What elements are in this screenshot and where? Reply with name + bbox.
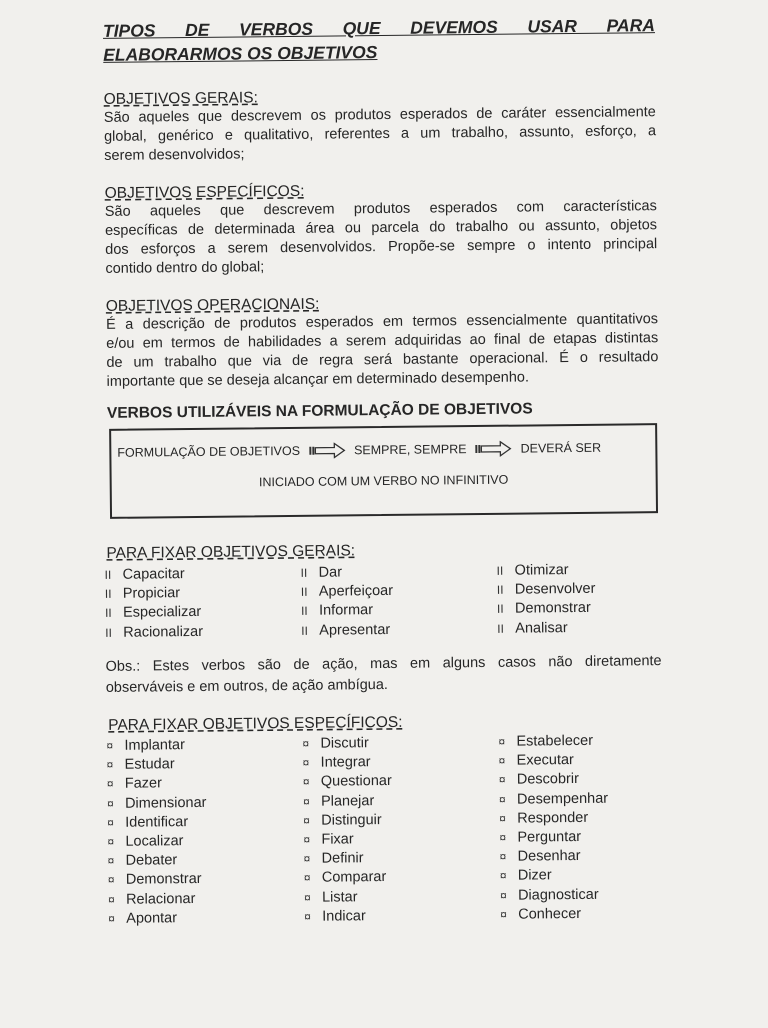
verb-column xyxy=(106,736,207,929)
bullet-icon: II xyxy=(497,621,504,636)
heading-objetivos-especificos: OBJETIVOS ESPECÍFICOS: xyxy=(104,182,305,202)
verb-item xyxy=(499,828,608,848)
paragraph-line: específicas de determinada área ou parcela do trabalho ou assunto, objetos xyxy=(104,217,658,239)
bullet-icon: ¤ xyxy=(302,755,310,771)
verb-label: Apontar xyxy=(126,909,178,927)
bullet-icon: II xyxy=(300,604,308,619)
verb-item xyxy=(301,563,393,583)
verb-item xyxy=(500,904,609,924)
verb-label: Especializar xyxy=(122,604,202,622)
verb-item xyxy=(304,887,393,907)
title-line-1: TIPOS DE VERBOS QUE DEVEMOS USAR PARA xyxy=(102,15,656,41)
verb-label: Indicar xyxy=(322,907,366,925)
bullet-icon: ¤ xyxy=(107,873,115,888)
verb-label: Listar xyxy=(321,888,358,906)
verb-label: Racionalizar xyxy=(123,623,204,641)
verb-label: Descobrir xyxy=(516,771,579,788)
heading-objetivos-operacionais: OBJETIVOS OPERACIONAIS: xyxy=(105,295,320,315)
bullet-icon: II xyxy=(105,625,112,640)
paragraph-objetivos-especificos xyxy=(105,197,658,279)
verb-label: Dimensionar xyxy=(124,794,207,812)
verb-item xyxy=(105,603,203,623)
verb-item xyxy=(304,868,393,888)
verb-item xyxy=(107,813,207,833)
verb-item xyxy=(105,622,203,642)
bullet-icon: ¤ xyxy=(108,911,116,926)
paragraph-line: São aqueles que descrevem os produtos esperados de caráter essencialmente xyxy=(103,104,656,126)
verb-item xyxy=(499,751,608,771)
rule-box xyxy=(109,423,658,519)
verb-label: Fixar xyxy=(321,831,354,848)
bullet-icon: II xyxy=(301,623,308,638)
verb-item xyxy=(303,811,392,831)
verb-column xyxy=(105,565,204,643)
verb-label: Otimizar xyxy=(514,562,569,579)
verb-item xyxy=(304,849,393,869)
verb-label: Definir xyxy=(321,850,364,867)
verb-item xyxy=(107,793,207,813)
verb-label: Aperfeiçoar xyxy=(318,583,394,600)
verb-item xyxy=(497,561,596,581)
verb-label: Dizer xyxy=(517,867,552,884)
verb-label: Fazer xyxy=(124,775,162,793)
verb-label: Analisar xyxy=(515,619,568,637)
verb-label: Planejar xyxy=(320,792,375,810)
verb-item xyxy=(499,770,608,790)
bullet-icon: ¤ xyxy=(107,853,115,869)
verb-item xyxy=(107,755,207,775)
bullet-icon: ¤ xyxy=(499,888,507,903)
verb-column xyxy=(302,734,393,927)
verb-item xyxy=(301,582,393,602)
verb-label: Desenhar xyxy=(517,848,581,865)
verb-label: Executar xyxy=(516,752,574,769)
verb-item xyxy=(303,791,392,811)
bullet-icon: ¤ xyxy=(304,909,311,924)
verb-item xyxy=(107,774,207,794)
bullet-icon: II xyxy=(104,587,112,602)
verb-item xyxy=(497,580,596,600)
verb-label: Integrar xyxy=(320,754,371,771)
verb-item xyxy=(108,870,208,890)
bullet-icon: ¤ xyxy=(499,869,507,884)
verb-item xyxy=(304,907,393,927)
bullet-icon: ¤ xyxy=(500,907,507,922)
paragraph-line: serem desenvolvidos; xyxy=(104,146,245,164)
verb-label: Distinguir xyxy=(321,811,382,829)
paragraph-line: de um trabalho que via de regra será bastante operacional. É o resultado xyxy=(106,349,659,371)
verb-label: Relacionar xyxy=(125,890,196,908)
verb-label: Debater xyxy=(125,852,178,869)
verb-label: Perguntar xyxy=(517,828,582,846)
bullet-icon: ¤ xyxy=(498,734,506,749)
verb-label: Estabelecer xyxy=(516,732,594,750)
verb-item xyxy=(105,565,203,585)
bullet-icon: ¤ xyxy=(498,773,506,788)
verb-label: Localizar xyxy=(125,833,184,850)
heading-verbos-utilizaveis: VERBOS UTILIZÁVEIS NA FORMULAÇÃO DE OBJETIVOS xyxy=(106,400,533,422)
rule-box-line-2: INICIADO COM UM VERBO NO INFINITIVO xyxy=(258,472,509,490)
bullet-icon: II xyxy=(496,563,504,578)
verb-item xyxy=(500,866,609,886)
bullet-icon: ¤ xyxy=(302,794,310,809)
bullet-icon: II xyxy=(300,584,308,600)
verb-label: Discutir xyxy=(320,735,369,752)
paragraph-line: dos esforços a serem desenvolvidos. Propõe-se sempre o intento principal xyxy=(105,236,658,258)
paragraph-line: contido dentro do global; xyxy=(105,259,265,277)
verb-label: Capacitar xyxy=(122,566,185,583)
verb-item xyxy=(497,599,596,619)
bullet-icon: ¤ xyxy=(303,890,311,905)
rule-part-formulacao: FORMULAÇÃO DE OBJETIVOS xyxy=(117,443,301,460)
verb-item xyxy=(107,832,207,852)
bullet-icon: ¤ xyxy=(302,775,310,790)
verb-item xyxy=(301,601,393,621)
verb-item xyxy=(105,584,203,604)
verb-label: Diagnosticar xyxy=(517,886,599,904)
verb-label: Conhecer xyxy=(518,905,582,923)
verb-item xyxy=(303,830,392,850)
verb-item xyxy=(108,851,208,871)
bullet-icon: II xyxy=(104,567,112,582)
document-title xyxy=(103,13,655,67)
bullet-icon: II xyxy=(496,582,504,598)
bullet-icon: ¤ xyxy=(499,849,507,864)
observation-line: Obs.: Estes verbos são de ação, mas em alguns casos não diretamente xyxy=(105,653,662,675)
verb-label: Desenvolver xyxy=(514,580,596,598)
verb-item xyxy=(303,753,392,773)
verb-item xyxy=(301,620,393,640)
verb-label: Identificar xyxy=(125,813,189,831)
verb-item xyxy=(497,618,596,638)
verb-item xyxy=(500,847,609,867)
verb-label: Propiciar xyxy=(122,585,181,602)
bullet-icon: ¤ xyxy=(106,796,114,811)
verb-label: Dar xyxy=(318,564,343,581)
bullet-icon: ¤ xyxy=(498,792,506,807)
verb-item xyxy=(106,736,206,756)
bullet-icon: ¤ xyxy=(302,736,310,751)
bullet-icon: ¤ xyxy=(107,892,115,907)
heading-fixar-gerais: PARA FIXAR OBJETIVOS GERAIS: xyxy=(106,542,356,562)
verb-label: Apresentar xyxy=(319,621,391,639)
verb-column xyxy=(498,732,609,925)
verb-item xyxy=(108,889,208,909)
bullet-icon: ¤ xyxy=(106,758,114,773)
bullet-icon: II xyxy=(300,565,308,580)
bullet-icon: ¤ xyxy=(106,777,114,792)
verb-item xyxy=(499,808,608,828)
verb-item xyxy=(498,732,607,752)
verb-column xyxy=(497,561,596,639)
paragraph-objetivos-gerais xyxy=(104,103,657,166)
paragraph-objetivos-operacionais xyxy=(106,310,659,392)
verb-label: Comparar xyxy=(321,869,387,886)
paragraph-line: São aqueles que descrevem produtos esperados com características xyxy=(104,198,657,220)
bullet-icon: ¤ xyxy=(499,811,506,826)
bullet-icon: II xyxy=(104,606,112,621)
rule-box-line-1 xyxy=(117,440,601,461)
verb-item xyxy=(108,909,208,929)
bullet-icon: ¤ xyxy=(303,813,310,828)
verb-label: Implantar xyxy=(124,737,185,754)
verb-label: Questionar xyxy=(320,773,392,791)
verb-label: Demonstrar xyxy=(514,600,591,618)
bullet-icon: ¤ xyxy=(106,738,114,753)
bullet-icon: ¤ xyxy=(498,753,506,769)
observation-line: observáveis e em outros, de ação ambígua. xyxy=(105,676,389,696)
verb-item xyxy=(303,772,392,792)
bullet-icon: ¤ xyxy=(107,815,114,830)
verb-item xyxy=(500,885,609,905)
bullet-icon: ¤ xyxy=(303,832,311,847)
observation-note xyxy=(106,651,662,699)
paragraph-line: importante que se deseja alcançar em determinado desempenho. xyxy=(106,369,530,390)
verb-label: Informar xyxy=(318,602,374,620)
paragraph-line: É a descrição de produtos esperados em termos essencialmente quantitativos xyxy=(105,311,659,333)
bullet-icon: ¤ xyxy=(499,830,507,845)
verb-label: Responder xyxy=(517,809,589,827)
heading-objetivos-gerais: OBJETIVOS GERAIS: xyxy=(103,89,258,108)
bullet-icon: II xyxy=(496,602,504,617)
rule-part-sempre: SEMPRE, SEMPRE xyxy=(353,442,467,458)
title-line-2: ELABORARMOS OS OBJETIVOS xyxy=(103,42,378,65)
arrow-right-icon xyxy=(308,442,346,458)
verb-label: Demonstrar xyxy=(125,871,202,889)
rule-part-devera-ser: DEVERÁ SER xyxy=(520,440,602,456)
verb-item xyxy=(302,734,391,754)
paragraph-line: global, genérico e qualitativo, referentes a um trabalho, assunto, esforço, a xyxy=(103,123,657,145)
arrow-right-icon xyxy=(474,441,512,457)
bullet-icon: ¤ xyxy=(107,834,115,849)
verb-label: Estudar xyxy=(124,756,175,773)
verb-item xyxy=(499,789,608,809)
bullet-icon: ¤ xyxy=(303,851,311,866)
heading-fixar-especificos: PARA FIXAR OBJETIVOS ESPECÍFICOS: xyxy=(108,713,403,734)
paragraph-line: e/ou em termos de habilidades a serem adquiridas ao final de etapas distintas xyxy=(106,330,659,352)
verb-column xyxy=(301,563,394,641)
bullet-icon: ¤ xyxy=(303,871,311,886)
verb-label: Desempenhar xyxy=(516,790,609,808)
